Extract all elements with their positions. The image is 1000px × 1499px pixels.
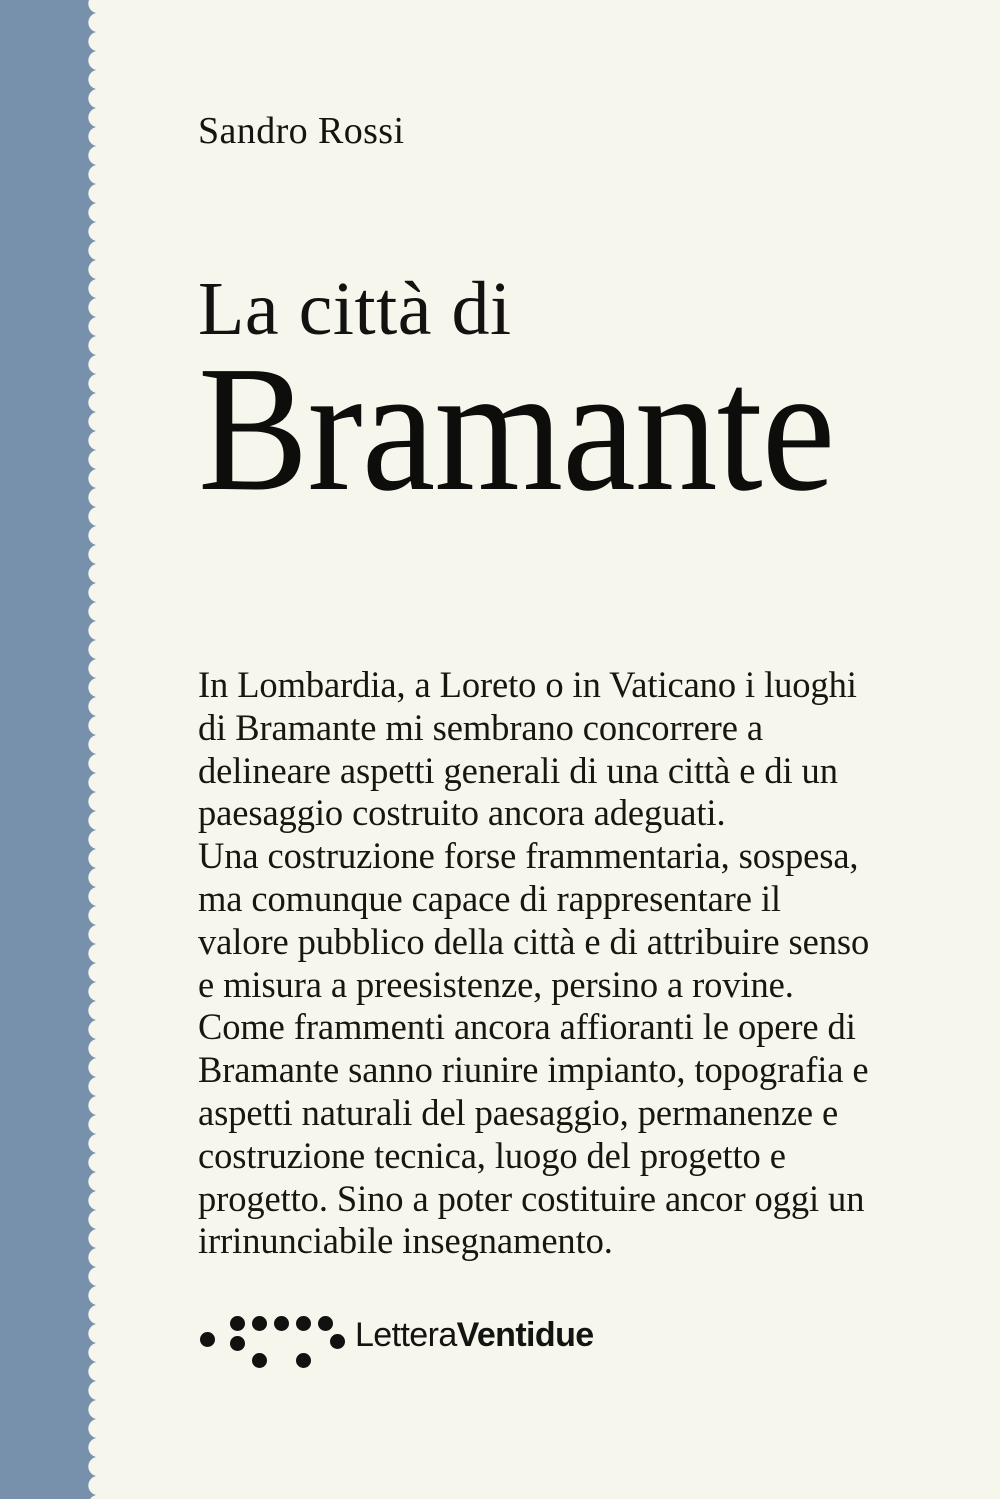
logo-dot <box>330 1334 345 1349</box>
braille-dots-icon <box>200 1306 345 1368</box>
publisher-name-bold: Ventidue <box>456 1316 594 1354</box>
blurb-paragraph: Una costruzione forse frammentaria, sospesa, ma comunque capace di rappresentare il valore pubblico della città e di attribuire senso e misura a preesistenze, persino a rovine. <box>198 835 870 1005</box>
logo-dot <box>230 1336 245 1351</box>
logo-dot <box>318 1316 333 1331</box>
logo-dot <box>252 1316 267 1331</box>
publisher-name-regular: Lettera <box>355 1316 457 1354</box>
back-cover-blurb <box>198 664 878 1263</box>
blurb-paragraph: Come frammenti ancora affioranti le opere di Bramante sanno riunire impianto, topografia e aspetti naturali del paesaggio, permanenze e costruzione tecnica, luogo del progetto e progetto. Sino a poter costituire ancor oggi un irrinunciabile insegnamento. <box>198 1006 869 1262</box>
author-name: Sandro Rossi <box>198 110 405 152</box>
title-subtitle-line: La città di <box>198 267 512 351</box>
title-main-line: Bramante <box>198 329 835 529</box>
scalloped-edge-decoration <box>80 0 102 1499</box>
logo-dot <box>200 1332 215 1347</box>
logo-dot <box>252 1353 267 1368</box>
publisher-name <box>355 1318 594 1352</box>
publisher-logo <box>200 1306 600 1368</box>
logo-dot <box>296 1353 311 1368</box>
cover-content <box>198 0 888 1499</box>
logo-dot <box>230 1316 245 1331</box>
title-block <box>198 267 888 529</box>
logo-dot <box>296 1316 311 1331</box>
blurb-paragraph: In Lombardia, a Loreto o in Vaticano i luoghi di Bramante mi sembrano concorrere a delineare aspetti generali di una città e di un paesaggio costruito ancora adeguati. <box>198 664 857 834</box>
logo-dot <box>274 1316 289 1331</box>
